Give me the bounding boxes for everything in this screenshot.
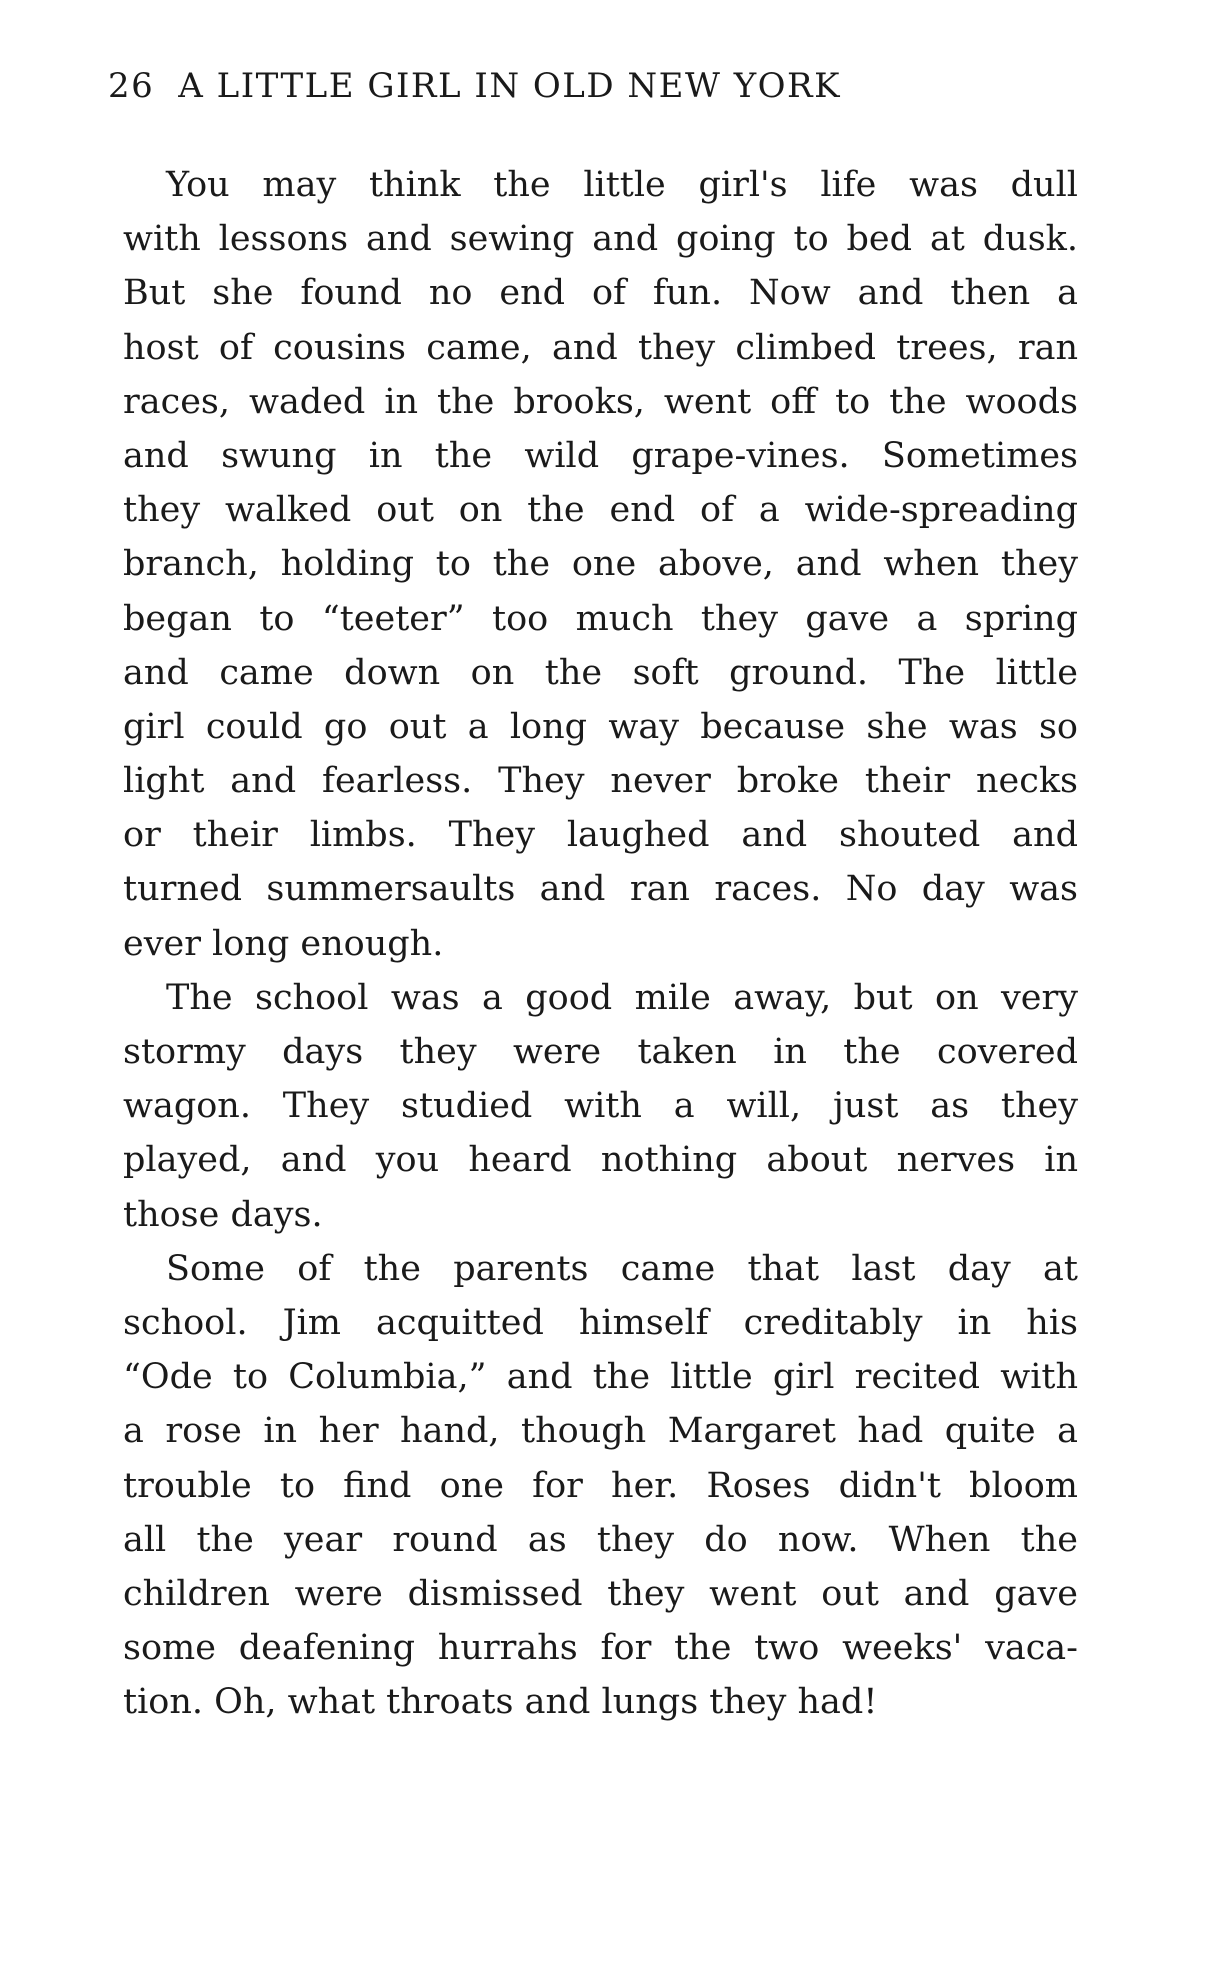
text-line: host of cousins came, and they climbed trees, ran: [123, 327, 1078, 368]
text-line: they walked out on the end of a wide-spreading: [123, 490, 1078, 531]
body-text: [123, 158, 1078, 1729]
text-line: stormy days they were taken in the covered: [123, 1032, 1078, 1072]
text-line: races, waded in the brooks, went off to the woods: [123, 381, 1078, 422]
text-line: and swung in the wild grape-vines. Sometimes: [123, 435, 1078, 476]
paragraph-2: [123, 971, 1078, 1242]
text-line: or their limbs. They laughed and shouted and: [123, 815, 1078, 856]
text-line: children were dismissed they went out and gave: [123, 1573, 1078, 1614]
text-line: played, and you heard nothing about nerves in: [123, 1140, 1078, 1181]
text-line: tion. Oh, what throats and lungs they had!: [123, 1682, 878, 1723]
text-line: light and fearless. They never broke their necks: [123, 761, 1078, 802]
text-line: Some of the parents came that last day at: [166, 1248, 1078, 1289]
text-line: wagon. They studied with a will, just as they: [123, 1086, 1078, 1127]
text-line: “Ode to Columbia,” and the little girl recited with: [123, 1357, 1078, 1398]
text-line: ever long enough.: [123, 923, 444, 964]
paragraph-1: [123, 158, 1078, 971]
text-line: those days.: [123, 1194, 323, 1235]
text-line: began to “teeter” too much they gave a spring: [123, 598, 1078, 639]
text-line: girl could go out a long way because she was so: [123, 706, 1078, 747]
text-line: some deafening hurrahs for the two weeks' vaca-: [123, 1628, 1078, 1669]
text-line: all the year round as they do now. When the: [123, 1519, 1078, 1560]
running-title: A LITTLE GIRL IN OLD NEW YORK: [178, 66, 842, 106]
text-line: a rose in her hand, though Margaret had quite a: [123, 1411, 1078, 1452]
text-line: and came down on the soft ground. The little: [123, 652, 1078, 693]
text-line: You may think the little girl's life was dull: [166, 165, 1078, 205]
text-line: trouble to find one for her. Roses didn't bloom: [123, 1465, 1078, 1506]
text-line: turned summersaults and ran races. No day was: [123, 869, 1078, 910]
text-line: school. Jim acquitted himself creditably in his: [123, 1302, 1078, 1343]
text-line: branch, holding to the one above, and when they: [123, 544, 1078, 585]
text-line: But she found no end of fun. Now and then a: [123, 273, 1078, 314]
running-header: [108, 66, 841, 106]
text-line: The school was a good mile away, but on very: [166, 977, 1078, 1018]
page-number: 26: [108, 66, 155, 106]
text-line: with lessons and sewing and going to bed at dusk.: [123, 219, 1078, 260]
paragraph-3: [123, 1242, 1078, 1730]
